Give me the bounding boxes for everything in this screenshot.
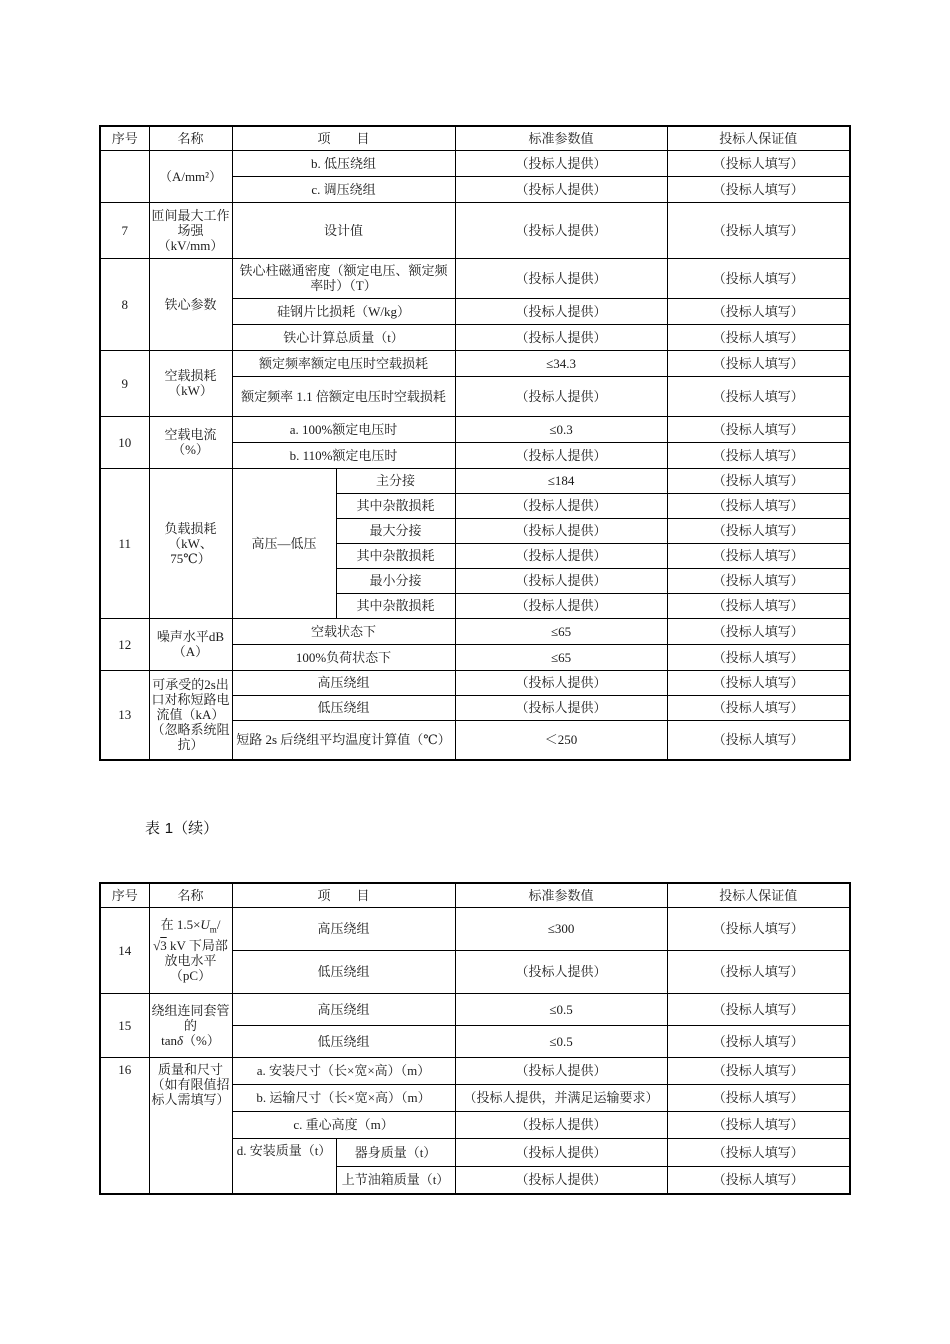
table-header-row <box>100 126 850 150</box>
header-item: 项 目 <box>232 883 455 907</box>
table-row <box>100 202 850 258</box>
standard-value: （投标人提供） <box>455 493 667 518</box>
guarantee-value: （投标人填写） <box>667 324 850 350</box>
guarantee-value: （投标人填写） <box>667 258 850 298</box>
item-cell: b. 运输尺寸（长×宽×高）（m） <box>232 1084 455 1111</box>
standard-value: （投标人提供） <box>455 258 667 298</box>
standard-value: （投标人提供） <box>455 543 667 568</box>
table-row <box>100 1057 850 1084</box>
standard-value: （投标人提供） <box>455 324 667 350</box>
name-part: m <box>209 924 217 935</box>
guarantee-value: （投标人填写） <box>667 720 850 760</box>
table-row <box>100 468 850 493</box>
row-name: 可承受的2s出口对称短路电流值（kA）（忽略系统阻抗） <box>149 670 232 760</box>
guarantee-value: （投标人填写） <box>667 376 850 416</box>
row-name: （A/mm²） <box>149 150 232 202</box>
sub-item-cell: 其中杂散损耗 <box>336 493 455 518</box>
standard-value: （投标人提供，并满足运输要求） <box>455 1084 667 1111</box>
item-cell: a. 安装尺寸（长×宽×高）（m） <box>232 1057 455 1084</box>
standard-value: ≤65 <box>455 618 667 644</box>
name-part: 绕组连同套管的 <box>151 1002 230 1033</box>
header-no: 序号 <box>100 883 149 907</box>
row-name: 质量和尺寸（如有限值招标人需填写） <box>149 1057 232 1194</box>
row-name: 空载电流（%） <box>149 416 232 468</box>
item-cell: 高压绕组 <box>232 670 455 695</box>
standard-value: （投标人提供） <box>455 150 667 176</box>
guarantee-value: （投标人填写） <box>667 695 850 720</box>
standard-value: （投标人提供） <box>455 950 667 993</box>
item-cell: 硅钢片比损耗（W/kg） <box>232 298 455 324</box>
item-cell: 设计值 <box>232 202 455 258</box>
sub-item-cell: 主分接 <box>336 468 455 493</box>
header-standard: 标准参数值 <box>455 883 667 907</box>
table-row <box>100 670 850 695</box>
guarantee-value: （投标人填写） <box>667 1084 850 1111</box>
caption-suffix: （续） <box>173 819 219 837</box>
guarantee-value: （投标人填写） <box>667 518 850 543</box>
item-cell: c. 调压绕组 <box>232 176 455 202</box>
header-name: 名称 <box>149 126 232 150</box>
sub-item-cell: 其中杂散损耗 <box>336 593 455 618</box>
standard-value: （投标人提供） <box>455 670 667 695</box>
item-cell: 高压绕组 <box>232 993 455 1025</box>
standard-value: ≤0.5 <box>455 1025 667 1057</box>
parameter-table-continued <box>99 882 851 1195</box>
guarantee-value: （投标人填写） <box>667 618 850 644</box>
caption-number: 1 <box>164 820 174 837</box>
row-number: 16 <box>100 1057 149 1194</box>
name-part: （%） <box>183 1032 220 1048</box>
table-row <box>100 993 850 1025</box>
guarantee-value: （投标人填写） <box>667 950 850 993</box>
item-cell: b. 低压绕组 <box>232 150 455 176</box>
standard-value: （投标人提供） <box>455 518 667 543</box>
row-number: 15 <box>100 993 149 1057</box>
standard-value: ≤0.3 <box>455 416 667 442</box>
sub-item-cell: 最大分接 <box>336 518 455 543</box>
row-number: 12 <box>100 618 149 670</box>
item-group: d. 安装质量（t） <box>232 1138 336 1194</box>
standard-value: ＜250 <box>455 720 667 760</box>
guarantee-value: （投标人填写） <box>667 1025 850 1057</box>
guarantee-value: （投标人填写） <box>667 1166 850 1194</box>
row-name: 铁心参数 <box>149 258 232 350</box>
table-row <box>100 258 850 298</box>
row-number: 13 <box>100 670 149 760</box>
sub-item-cell: 其中杂散损耗 <box>336 543 455 568</box>
item-cell: a. 100%额定电压时 <box>232 416 455 442</box>
row-name: 空载损耗（kW） <box>149 350 232 416</box>
standard-value: ≤300 <box>455 907 667 950</box>
header-guarantee: 投标人保证值 <box>667 883 850 907</box>
row-name: 负载损耗（kW、75℃） <box>149 468 232 618</box>
name-part: U <box>200 917 210 933</box>
guarantee-value: （投标人填写） <box>667 493 850 518</box>
header-item: 项 目 <box>232 126 455 150</box>
guarantee-value: （投标人填写） <box>667 416 850 442</box>
guarantee-value: （投标人填写） <box>667 150 850 176</box>
standard-value: （投标人提供） <box>455 298 667 324</box>
header-name: 名称 <box>149 883 232 907</box>
item-cell: 空载状态下 <box>232 618 455 644</box>
parameter-table <box>99 125 851 761</box>
table-row <box>100 618 850 644</box>
guarantee-value: （投标人填写） <box>667 670 850 695</box>
item-cell: 额定频率 1.1 倍额定电压时空载损耗 <box>232 376 455 416</box>
row-name <box>149 907 232 993</box>
name-part: δ <box>177 1032 184 1048</box>
row-number <box>100 150 149 202</box>
item-cell: c. 重心高度（m） <box>232 1111 455 1138</box>
guarantee-value: （投标人填写） <box>667 1057 850 1084</box>
standard-value: ≤0.5 <box>455 993 667 1025</box>
item-cell: 100%负荷状态下 <box>232 644 455 670</box>
header-standard: 标准参数值 <box>455 126 667 150</box>
guarantee-value: （投标人填写） <box>667 543 850 568</box>
guarantee-value: （投标人填写） <box>667 350 850 376</box>
guarantee-value: （投标人填写） <box>667 1138 850 1166</box>
table-row <box>100 416 850 442</box>
standard-value: （投标人提供） <box>455 695 667 720</box>
item-cell: 低压绕组 <box>232 950 455 993</box>
guarantee-value: （投标人填写） <box>667 907 850 950</box>
name-part: tan <box>161 1032 177 1048</box>
sub-item-cell: 上节油箱质量（t） <box>336 1166 455 1194</box>
name-part: / <box>216 917 221 933</box>
row-number: 7 <box>100 202 149 258</box>
guarantee-value: （投标人填写） <box>667 176 850 202</box>
row-name <box>149 993 232 1057</box>
item-group: 高压—低压 <box>232 468 336 618</box>
item-cell: 铁心计算总质量（t） <box>232 324 455 350</box>
row-number: 9 <box>100 350 149 416</box>
table-header-row <box>100 883 850 907</box>
guarantee-value: （投标人填写） <box>667 298 850 324</box>
item-cell: 额定频率额定电压时空载损耗 <box>232 350 455 376</box>
guarantee-value: （投标人填写） <box>667 644 850 670</box>
table-row <box>100 350 850 376</box>
table-caption <box>145 817 218 838</box>
header-no: 序号 <box>100 126 149 150</box>
standard-value: （投标人提供） <box>455 176 667 202</box>
item-cell: 短路 2s 后绕组平均温度计算值（℃） <box>232 720 455 760</box>
standard-value: （投标人提供） <box>455 1166 667 1194</box>
sqrt-symbol: √3 <box>153 937 167 953</box>
row-number: 8 <box>100 258 149 350</box>
name-part: 在 1.5× <box>160 917 201 933</box>
row-number: 11 <box>100 468 149 618</box>
name-part: kV 下局部放电水平（pC） <box>164 937 228 983</box>
caption-prefix: 表 <box>145 819 161 837</box>
row-name: 匝间最大工作场强（kV/mm） <box>149 202 232 258</box>
guarantee-value: （投标人填写） <box>667 593 850 618</box>
guarantee-value: （投标人填写） <box>667 1111 850 1138</box>
standard-value: （投标人提供） <box>455 376 667 416</box>
row-name: 噪声水平dB（A） <box>149 618 232 670</box>
guarantee-value: （投标人填写） <box>667 442 850 468</box>
sub-item-cell: 最小分接 <box>336 568 455 593</box>
guarantee-value: （投标人填写） <box>667 202 850 258</box>
standard-value: （投标人提供） <box>455 442 667 468</box>
standard-value: ≤184 <box>455 468 667 493</box>
item-cell: 低压绕组 <box>232 695 455 720</box>
standard-value: （投标人提供） <box>455 1138 667 1166</box>
standard-value: ≤34.3 <box>455 350 667 376</box>
item-cell: 低压绕组 <box>232 1025 455 1057</box>
name-part: 3 <box>160 937 167 953</box>
standard-value: （投标人提供） <box>455 1111 667 1138</box>
guarantee-value: （投标人填写） <box>667 468 850 493</box>
item-cell: b. 110%额定电压时 <box>232 442 455 468</box>
sub-item-cell: 器身质量（t） <box>336 1138 455 1166</box>
table-row <box>100 907 850 950</box>
item-cell: 高压绕组 <box>232 907 455 950</box>
standard-value: ≤65 <box>455 644 667 670</box>
header-guarantee: 投标人保证值 <box>667 126 850 150</box>
item-cell: 铁心柱磁通密度（额定电压、额定频率时）（T） <box>232 258 455 298</box>
row-number: 10 <box>100 416 149 468</box>
standard-value: （投标人提供） <box>455 593 667 618</box>
guarantee-value: （投标人填写） <box>667 568 850 593</box>
standard-value: （投标人提供） <box>455 568 667 593</box>
standard-value: （投标人提供） <box>455 1057 667 1084</box>
standard-value: （投标人提供） <box>455 202 667 258</box>
row-number: 14 <box>100 907 149 993</box>
guarantee-value: （投标人填写） <box>667 993 850 1025</box>
table-row <box>100 150 850 176</box>
